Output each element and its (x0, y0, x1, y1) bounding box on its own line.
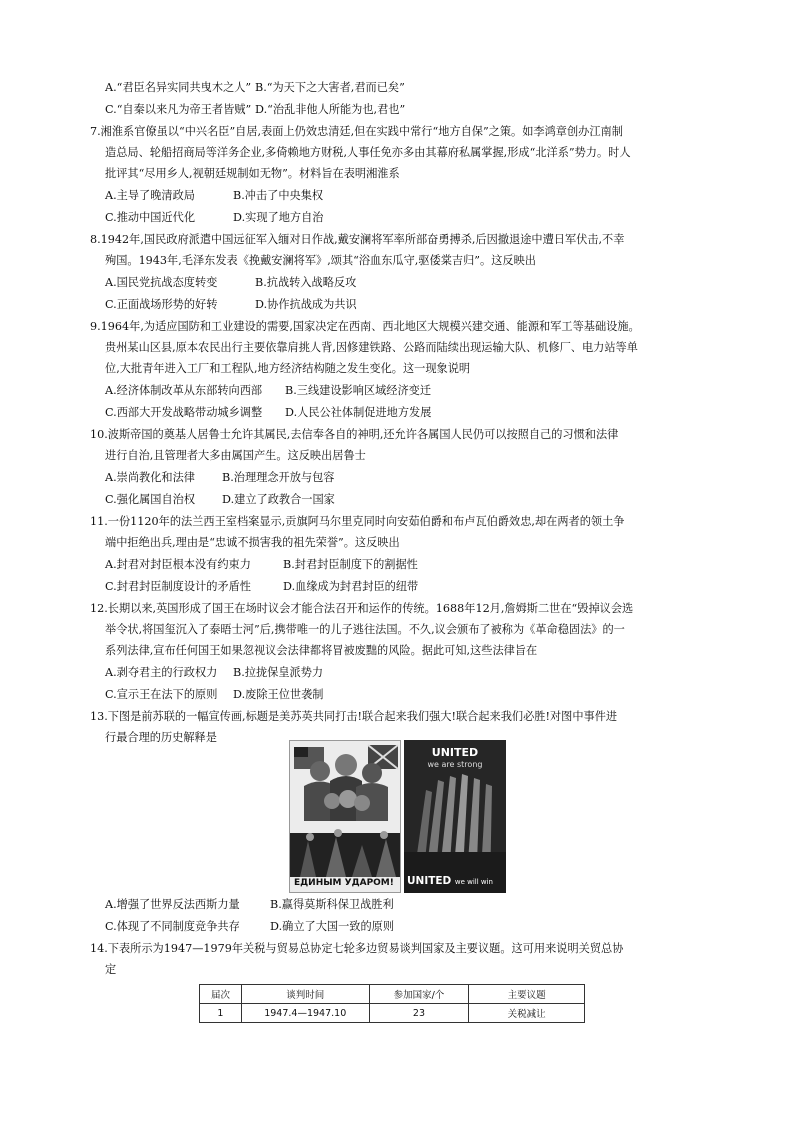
table-cell: 1947.4—1947.10 (241, 1004, 369, 1023)
q12-line-2: 举令状,将国玺沉入了泰晤士河”后,携带唯一的儿子逃往法国。不久,议会颁布了被称为《革命稳固法》的一 (105, 623, 625, 636)
q11-option-d: D.血缘成为封君封臣的纽带 (283, 580, 419, 593)
q8-option-c: C.正面战场形势的好转 (105, 298, 218, 311)
q10-option-c: C.强化属国自治权 (105, 493, 196, 506)
q6-option-b: B.“为天下之大害者,君而已矣” (255, 81, 405, 94)
q13-option-d: D.确立了大国一致的原则 (270, 920, 395, 933)
poster-right-bottom-big: UNITED (407, 875, 452, 887)
table-cell: 1 (200, 1004, 242, 1023)
q9-option-d: D.人民公社体制促进地方发展 (285, 406, 432, 419)
q12-option-a: A.剥夺君主的行政权力 (105, 666, 218, 679)
q13-option-b: B.赢得莫斯科保卫战胜利 (270, 898, 394, 911)
q9-option-b: B.三线建设影响区域经济变迁 (285, 384, 432, 397)
q7-line-2: 造总局、轮船招商局等洋务企业,多倚赖地方财税,人事任免亦多由其幕府私属掌握,形成“北洋系”势力。时人 (105, 146, 631, 159)
q7-line-1: 7.湘淮系官僚虽以“中兴名臣”自居,表面上仍效忠清廷,但在实践中常行“地方自保”之策。如李鸿章创办江南制 (90, 125, 623, 138)
q6-option-a: A.“君臣名异实同共曳木之人” (105, 81, 252, 94)
table-header-cell: 届次 (200, 985, 242, 1004)
q8-line-2: 殉国。1943年,毛泽东发表《挽戴安澜将军》,颂其“浴血东瓜守,驱倭棠吉归”。这反映出 (105, 254, 536, 267)
q12-option-b: B.拉拢保皇派势力 (233, 666, 324, 679)
table-cell: 关税减让 (469, 1004, 585, 1023)
q7-option-a: A.主导了晚清政局 (105, 189, 195, 202)
poster-left-caption: ЕДИНЫМ УДАРОМ! (294, 878, 394, 888)
q11-option-b: B.封君封臣制度下的割据性 (283, 558, 418, 571)
table-header-cell: 参加国家/个 (369, 985, 469, 1004)
poster-right-subtitle: we are strong (427, 760, 483, 769)
q7-line-3: 批评其“尽用乡人,视朝廷规制如无物”。材料旨在表明湘淮系 (105, 167, 400, 180)
poster-left-illustration (290, 741, 401, 893)
q9-option-c: C.西部大开发战略带动城乡调整 (105, 406, 263, 419)
q8-option-b: B.抗战转入战略反攻 (255, 276, 357, 289)
poster-left (289, 740, 401, 893)
q9-line-2: 贵州某山区县,原本农民出行主要依靠肩挑人背,因修建铁路、公路而陆续出现运输大队、机修厂、电力站等单 (105, 341, 638, 354)
q12-option-d: D.废除王位世袭制 (233, 688, 324, 701)
q12-line-1: 12.长期以来,英国形成了国王在场时议会才能合法召开和运作的传统。1688年12月,詹姆斯二世在“毁掉议会选 (90, 602, 634, 615)
q6-option-d: D.“治乱非他人所能为也,君也” (255, 103, 406, 116)
q11-option-a: A.封君对封臣根本没有约束力 (105, 558, 251, 571)
table-header-row (200, 985, 585, 1004)
q9-line-3: 位,大批青年进入工厂和工程队,地方经济结构随之发生变化。这一现象说明 (105, 362, 471, 375)
q8-line-1: 8.1942年,国民政府派遣中国远征军入缅对日作战,戴安澜将军率所部奋勇搏杀,后因撤退途中遭日军伏击,不幸 (90, 233, 625, 246)
q14-line-1: 14.下表所示为1947—1979年关税与贸易总协定七轮多边贸易谈判国家及主要议题。这可用来说明关贸总协 (90, 942, 624, 955)
q11-line-2: 端中拒绝出兵,理由是“忠诚不损害我的祖先荣誉”。这反映出 (105, 536, 400, 549)
propaganda-poster-figure (289, 740, 506, 893)
q11-option-c: C.封君封臣制度设计的矛盾性 (105, 580, 251, 593)
table-row (200, 1004, 585, 1023)
q9-line-1: 9.1964年,为适应国防和工业建设的需要,国家决定在西南、西北地区大规模兴建交通、能源和军工等基础设施。 (90, 320, 640, 333)
poster-right-bottom (407, 874, 493, 887)
gatt-negotiation-table (199, 984, 585, 1023)
poster-right (404, 740, 506, 893)
q6-option-c: C.“自秦以来凡为帝王者皆贼” (105, 103, 252, 116)
q13-option-c: C.体现了不同制度竞争共存 (105, 920, 240, 933)
q13-line-1: 13.下图是前苏联的一幅宣传画,标题是美苏英共同打击!联合起来我们强大!联合起来我们必胜!对图中事件进 (90, 710, 618, 723)
poster-right-title: UNITED (431, 746, 479, 759)
q7-option-c: C.推动中国近代化 (105, 211, 196, 224)
q8-option-d: D.协作抗战成为共识 (255, 298, 357, 311)
q7-option-d: D.实现了地方自治 (233, 211, 324, 224)
q10-line-1: 10.波斯帝国的奠基人居鲁士允许其属民,去信奉各自的神明,还允许各属国人民仍可以按照自己的习惯和法律 (90, 428, 619, 441)
q12-option-c: C.宣示王在法下的原则 (105, 688, 218, 701)
poster-right-bottom-small: we will win (454, 878, 493, 886)
q11-line-1: 11.一份1120年的法兰西王室档案显示,贡旗阿马尔里克同时向安茹伯爵和布卢瓦伯爵效忠,却在两者的领土争 (90, 515, 625, 528)
table-header-cell: 谈判时间 (241, 985, 369, 1004)
q8-option-a: A.国民党抗战态度转变 (105, 276, 218, 289)
table-cell: 23 (369, 1004, 469, 1023)
table-header-cell: 主要议题 (469, 985, 585, 1004)
q13-option-a: A.增强了世界反法西斯力量 (105, 898, 240, 911)
q12-line-3: 系列法律,宣布任何国王如果忽视议会法律都将冒被废黜的风险。据此可知,这些法律旨在 (105, 644, 538, 657)
q14-line-2: 定 (105, 963, 117, 976)
q9-option-a: A.经济体制改革从东部转向西部 (105, 384, 263, 397)
q10-option-b: B.治理理念开放与包容 (222, 471, 335, 484)
q10-option-a: A.崇尚教化和法律 (105, 471, 195, 484)
q10-line-2: 进行自治,且管理者大多由属国产生。这反映出居鲁士 (105, 449, 366, 462)
q13-line-2: 行最合理的历史解释是 (105, 731, 217, 744)
q10-option-d: D.建立了政教合一国家 (222, 493, 335, 506)
q7-option-b: B.冲击了中央集权 (233, 189, 324, 202)
